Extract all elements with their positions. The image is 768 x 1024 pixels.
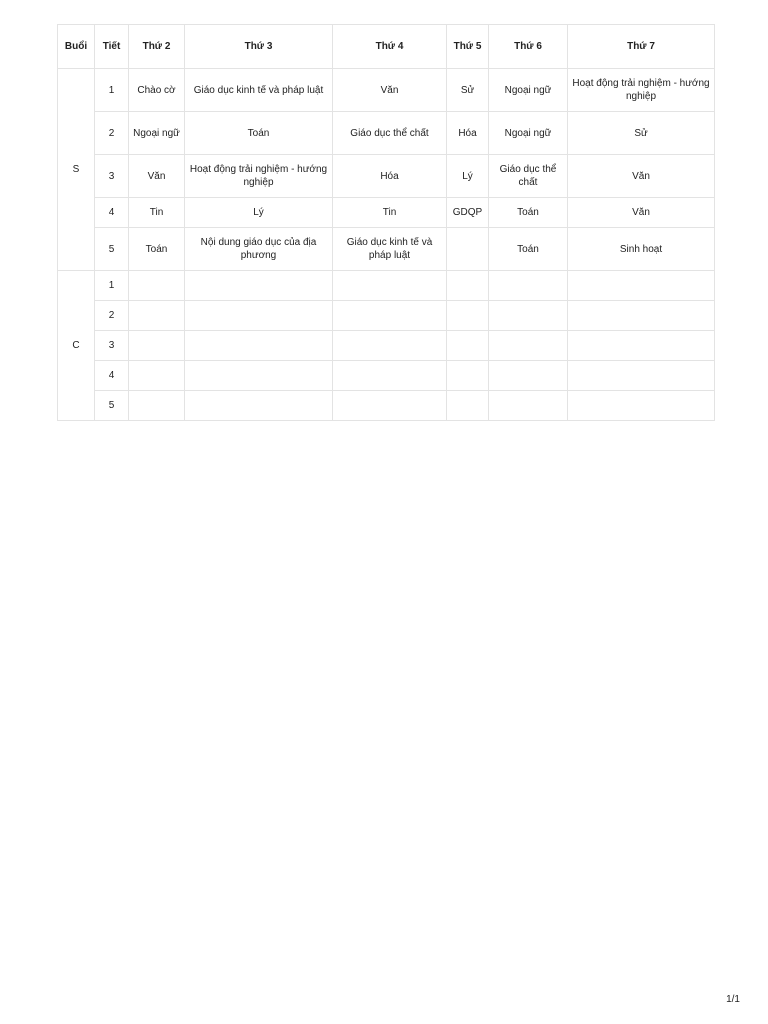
subject-cell <box>333 391 447 421</box>
header-cell-thu-4: Thứ 4 <box>333 25 447 69</box>
subject-cell <box>185 391 333 421</box>
subject-cell <box>333 271 447 301</box>
subject-cell: Ngoại ngữ <box>129 112 185 155</box>
subject-cell: Văn <box>568 198 715 228</box>
subject-cell: Sinh hoạt <box>568 228 715 271</box>
subject-cell <box>447 361 489 391</box>
session-cell: S <box>58 69 95 271</box>
subject-cell <box>333 331 447 361</box>
subject-cell: Toán <box>185 112 333 155</box>
subject-cell <box>568 271 715 301</box>
subject-cell <box>129 331 185 361</box>
period-cell: 5 <box>95 391 129 421</box>
subject-cell <box>489 301 568 331</box>
subject-cell <box>568 301 715 331</box>
subject-cell: Lý <box>447 155 489 198</box>
subject-cell <box>129 391 185 421</box>
subject-cell: Hóa <box>333 155 447 198</box>
subject-cell: Toán <box>489 228 568 271</box>
header-cell-thu-3: Thứ 3 <box>185 25 333 69</box>
subject-cell: Tin <box>333 198 447 228</box>
header-cell-tiet: Tiết <box>95 25 129 69</box>
session-cell: C <box>58 271 95 421</box>
subject-cell: Chào cờ <box>129 69 185 112</box>
subject-cell: Hóa <box>447 112 489 155</box>
subject-cell <box>333 361 447 391</box>
timetable-body <box>58 69 715 421</box>
subject-cell <box>447 301 489 331</box>
subject-cell <box>447 391 489 421</box>
table-row <box>58 301 715 331</box>
table-row <box>58 228 715 271</box>
subject-cell <box>568 391 715 421</box>
table-row <box>58 331 715 361</box>
table-row <box>58 69 715 112</box>
subject-cell <box>568 331 715 361</box>
period-cell: 5 <box>95 228 129 271</box>
subject-cell <box>129 271 185 301</box>
subject-cell: Sử <box>568 112 715 155</box>
period-cell: 4 <box>95 361 129 391</box>
table-row <box>58 155 715 198</box>
subject-cell: Hoạt động trải nghiệm - hướng nghiệp <box>185 155 333 198</box>
subject-cell: Nội dung giáo dục của địa phương <box>185 228 333 271</box>
subject-cell: Văn <box>129 155 185 198</box>
subject-cell: Toán <box>129 228 185 271</box>
period-cell: 2 <box>95 301 129 331</box>
subject-cell: Ngoại ngữ <box>489 69 568 112</box>
subject-cell: Sử <box>447 69 489 112</box>
subject-cell: Văn <box>568 155 715 198</box>
period-cell: 4 <box>95 198 129 228</box>
subject-cell: Giáo dục kinh tế và pháp luật <box>333 228 447 271</box>
table-row <box>58 391 715 421</box>
subject-cell <box>333 301 447 331</box>
subject-cell <box>447 228 489 271</box>
subject-cell <box>185 331 333 361</box>
header-cell-thu-5: Thứ 5 <box>447 25 489 69</box>
subject-cell <box>568 361 715 391</box>
subject-cell: Văn <box>333 69 447 112</box>
header-cell-thu-2: Thứ 2 <box>129 25 185 69</box>
subject-cell: Tin <box>129 198 185 228</box>
subject-cell <box>489 361 568 391</box>
subject-cell <box>489 391 568 421</box>
table-row <box>58 271 715 301</box>
subject-cell <box>185 361 333 391</box>
period-cell: 3 <box>95 155 129 198</box>
subject-cell <box>185 301 333 331</box>
subject-cell <box>185 271 333 301</box>
subject-cell: Giáo dục thể chất <box>489 155 568 198</box>
table-row <box>58 198 715 228</box>
period-cell: 1 <box>95 271 129 301</box>
header-cell-thu-6: Thứ 6 <box>489 25 568 69</box>
subject-cell <box>129 301 185 331</box>
subject-cell <box>129 361 185 391</box>
header-cell-buoi: Buổi <box>58 25 95 69</box>
subject-cell: Hoạt động trải nghiệm - hướng nghiệp <box>568 69 715 112</box>
subject-cell <box>489 271 568 301</box>
page-number: 1/1 <box>726 994 740 1005</box>
period-cell: 1 <box>95 69 129 112</box>
subject-cell: Lý <box>185 198 333 228</box>
subject-cell: Toán <box>489 198 568 228</box>
subject-cell: Giáo dục thể chất <box>333 112 447 155</box>
subject-cell: GDQP <box>447 198 489 228</box>
period-cell: 2 <box>95 112 129 155</box>
subject-cell <box>489 331 568 361</box>
table-row <box>58 112 715 155</box>
timetable <box>57 24 715 421</box>
header-row <box>58 25 715 69</box>
subject-cell: Giáo dục kinh tế và pháp luật <box>185 69 333 112</box>
subject-cell <box>447 271 489 301</box>
period-cell: 3 <box>95 331 129 361</box>
subject-cell: Ngoại ngữ <box>489 112 568 155</box>
table-row <box>58 361 715 391</box>
header-cell-thu-7: Thứ 7 <box>568 25 715 69</box>
subject-cell <box>447 331 489 361</box>
